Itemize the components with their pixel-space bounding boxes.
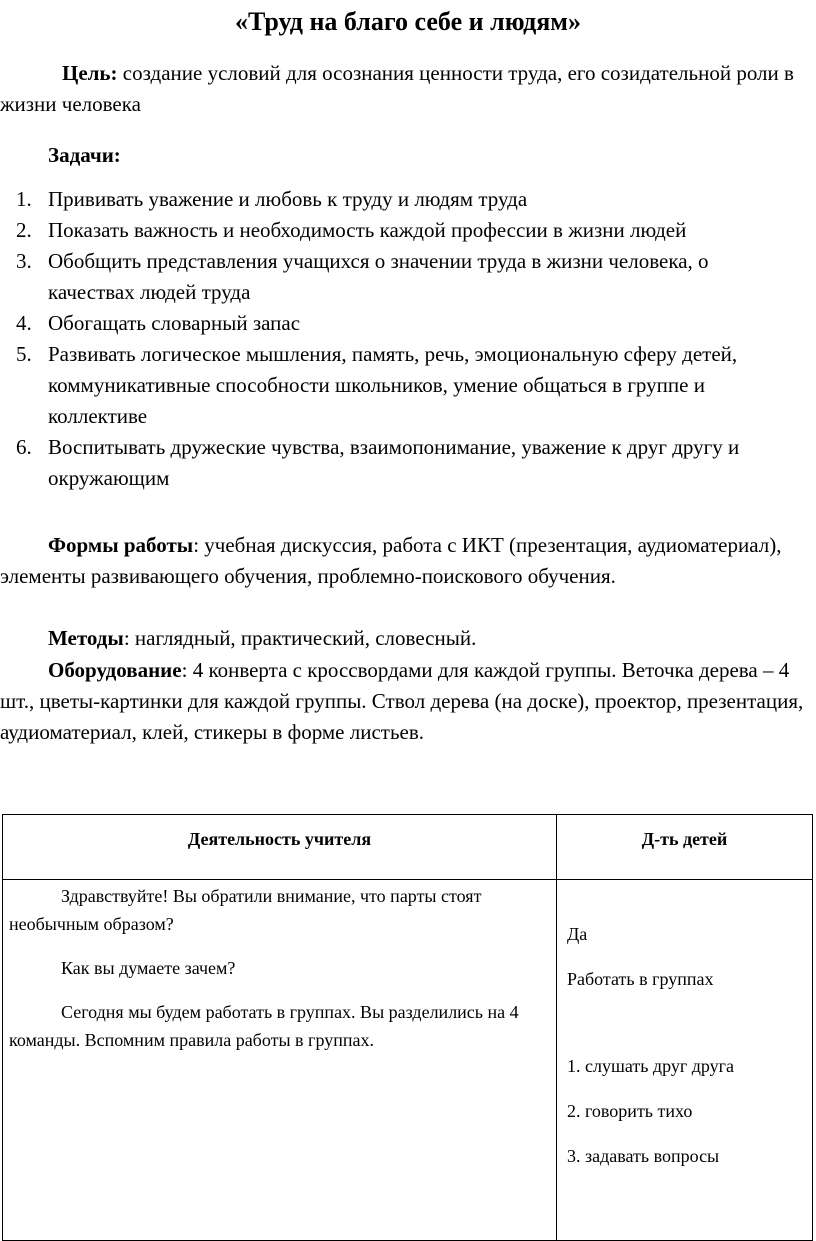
list-item-text: Обогащать словарный запас [48,311,301,335]
goal-label: Цель: [62,61,118,85]
equipment-label: Оборудование [48,658,182,682]
methods-text: : наглядный, практический, словесный. [123,626,477,650]
activity-table [2,814,813,1241]
equipment-text: : 4 конверта с кроссвордами для каждой группы. Веточка дерева – 4 шт., цветы-картинки для каждой группы. Ствол дерева (на доске), проектор, презентация, аудиоматериал, клей, стикеры в форме листьев. [0,658,804,744]
children-line: Да [567,924,588,944]
methods-label: Методы [48,626,124,650]
list-item [0,184,800,215]
list-item-number: 1. [16,187,32,211]
list-item-number: 5. [16,342,32,366]
list-item-text: Обобщить представления учащихся о значении труда в жизни человека, о качествах людей труда [48,249,709,304]
teacher-line: Сегодня мы будем работать в группах. Вы разделились на 4 команды. Вспомним правила работы в группах. [9,1002,519,1050]
list-item-text: Развивать логическое мышления, память, речь, эмоциональную сферу детей, коммуникативные способности школьников, умение общаться в группе и коллективе [48,342,738,428]
tasks-heading: Задачи: [48,143,121,167]
children-line: 3. задавать вопросы [567,1146,720,1166]
table-header-row [3,815,813,880]
teacher-line: Как вы думаете зачем? [61,958,236,978]
list-item [0,432,800,494]
table-row [3,880,813,1241]
children-line: 1. слушать друг друга [567,1056,735,1076]
list-item [0,308,800,339]
list-item [0,215,800,246]
forms-text: : учебная дискуссия, работа с ИКТ (презентация, аудиоматериал), элементы развивающего обучения, проблемно-поискового обучения. [0,533,782,588]
list-item-number: 6. [16,435,32,459]
list-item-number: 4. [16,311,32,335]
list-item-number: 2. [16,218,32,242]
children-column-header: Д-ть детей [557,815,813,880]
list-item-text: Показать важность и необходимость каждой профессии в жизни людей [48,218,687,242]
children-activity-cell [557,880,813,1241]
list-item-text: Воспитывать дружеские чувства, взаимопонимание, уважение к друг другу и окружающим [48,435,740,490]
children-line: 2. говорить тихо [567,1101,693,1121]
list-item-number: 3. [16,249,32,273]
goal-paragraph [0,58,810,120]
teacher-column-header: Деятельность учителя [3,815,557,880]
list-item [0,246,800,308]
list-item [0,339,800,432]
list-item-text: Прививать уважение и любовь к труду и людям труда [48,187,528,211]
methods-paragraph [0,623,810,654]
page-title: «Труд на благо себе и людям» [234,7,582,36]
tasks-list [0,184,800,494]
teacher-activity-cell [3,880,557,1241]
forms-label: Формы работы [48,533,194,557]
teacher-line: Здравствуйте! Вы обратили внимание, что парты стоят необычным образом? [9,886,482,934]
goal-text: создание условий для осознания ценности труда, его созидательной роли в жизни человека [0,61,794,116]
forms-paragraph [0,530,810,592]
children-line: Работать в группах [567,969,714,989]
equipment-paragraph [0,655,810,748]
